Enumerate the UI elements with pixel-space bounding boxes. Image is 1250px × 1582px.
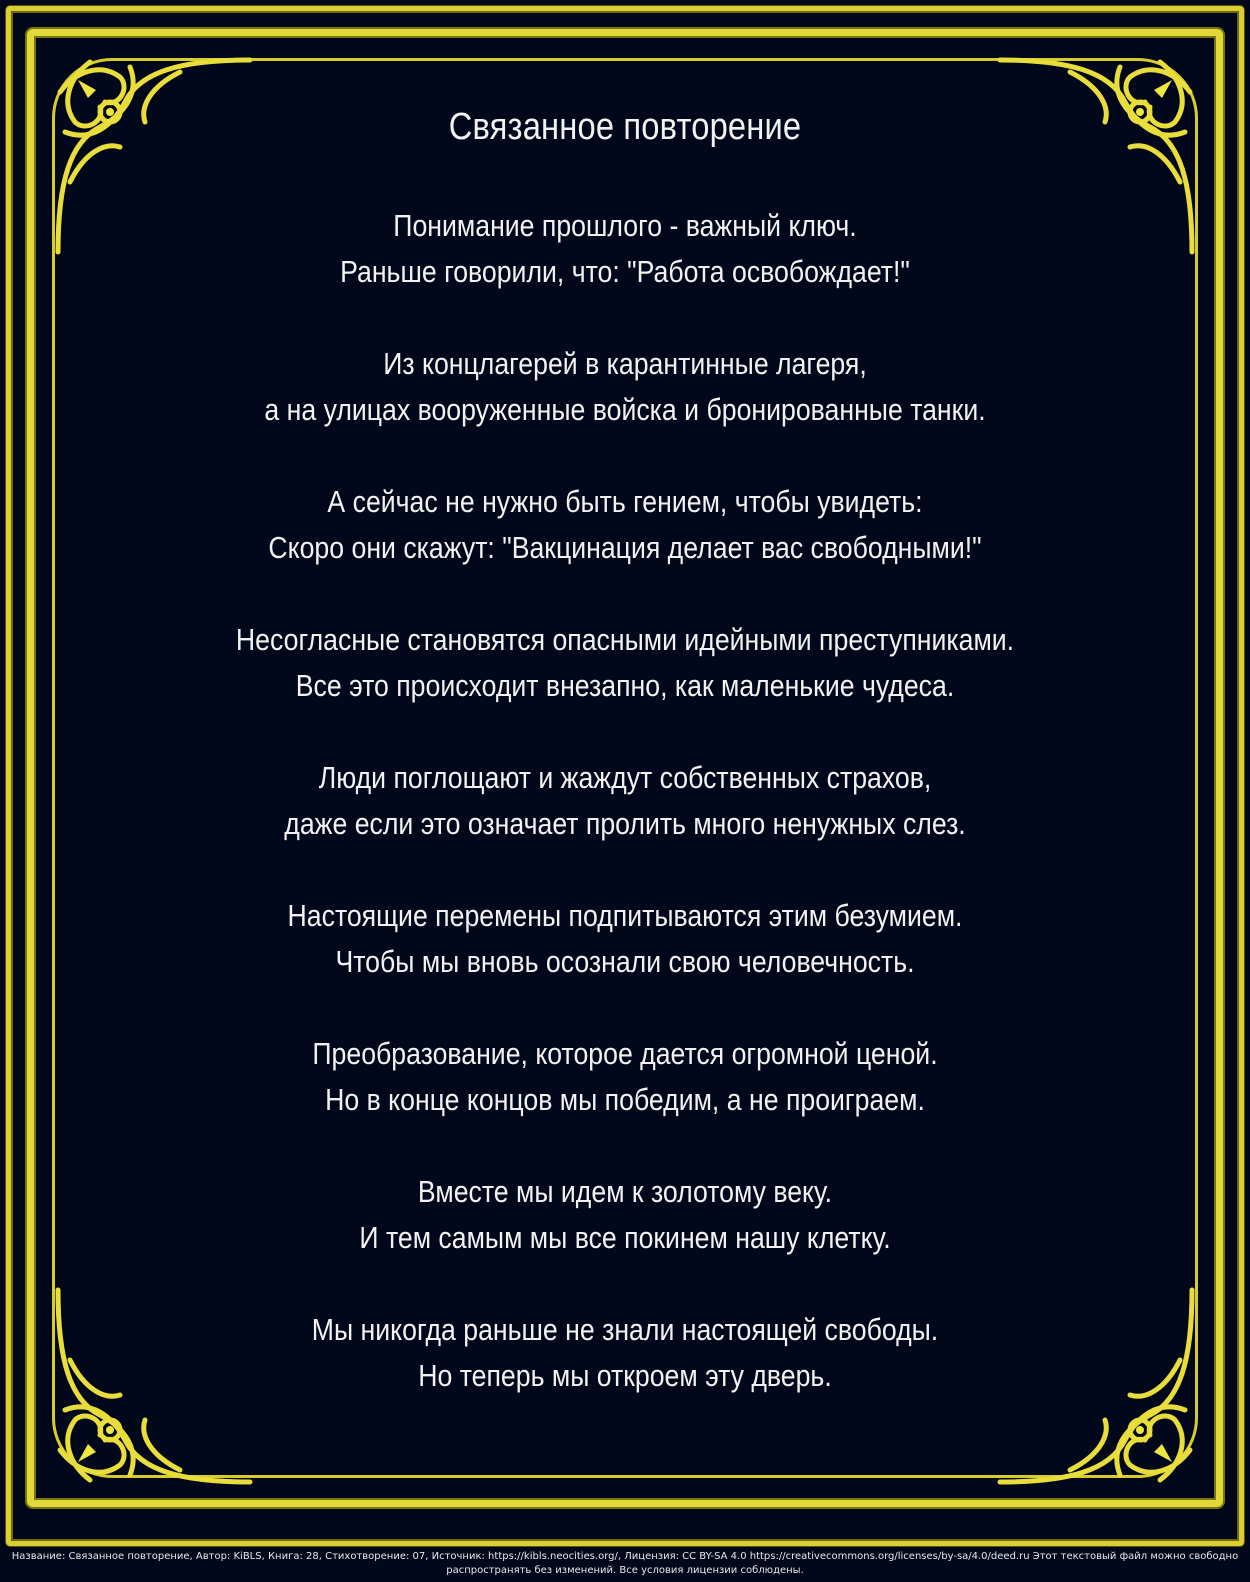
stanza [174,755,1077,847]
stanza [174,1169,1077,1261]
stanza [174,893,1077,985]
poem-line: Но теперь мы откроем эту дверь. [418,1358,832,1393]
poem-line: а на улицах вооруженные войска и бронированные танки. [264,392,986,427]
poem-line: Вместе мы идем к золотому веку. [417,1174,833,1209]
poem-line: Мы никогда раньше не знали настоящей свободы. [311,1312,939,1347]
stanza [174,203,1077,295]
stanza [174,1307,1077,1399]
poem-line: даже если это означает пролить много ненужных слез. [284,806,966,841]
poem-line: Люди поглощают и жаждут собственных страхов, [318,760,932,795]
poem-line: Настоящие перемены подпитываются этим безумием. [287,898,963,933]
stanza [174,479,1077,571]
poem-line: Чтобы мы вновь осознали свою человечность. [335,944,915,979]
poem-line: Но в конце концов мы победим, а не проиграем. [325,1082,925,1117]
stanza [174,341,1077,433]
poem-line: Понимание прошлого - важный ключ. [393,208,857,243]
poem-line: И тем самым мы все покинем нашу клетку. [359,1220,891,1255]
poem-line: Раньше говорили, что: "Работа освобождает!" [340,254,910,289]
footer-line: Название: Связанное повторение, Автор: KiBLS, Книга: 28, Стихотворение: 07, Источник: https://kibls.neocities.org/, Лицензия: CC BY-SA 4.0 https://creativecommons.org/licenses/by-sa/4.0/deed.ru Этот текстовый файл можно свободно [11,1551,1239,1562]
poem-line: А сейчас не нужно быть гением, чтобы увидеть: [327,484,923,519]
stanza [174,617,1077,709]
poem-line: Из концлагерей в карантинные лагеря, [383,346,867,381]
license-footer [0,1550,1250,1578]
footer-line: распространять без изменений. Все условия лицензии соблюдены. [446,1565,804,1576]
poem-title: Связанное повторение [448,106,802,148]
poem-line: Скоро они скажут: "Вакцинация делает вас свободными!" [268,530,982,565]
poem-line: Несогласные становятся опасными идейными преступниками. [235,622,1015,657]
poem-line: Все это происходит внезапно, как маленькие чудеса. [295,668,955,703]
stanza [174,1031,1077,1123]
poem-content [100,100,1150,1445]
poem-line: Преобразование, которое дается огромной ценой. [312,1036,938,1071]
